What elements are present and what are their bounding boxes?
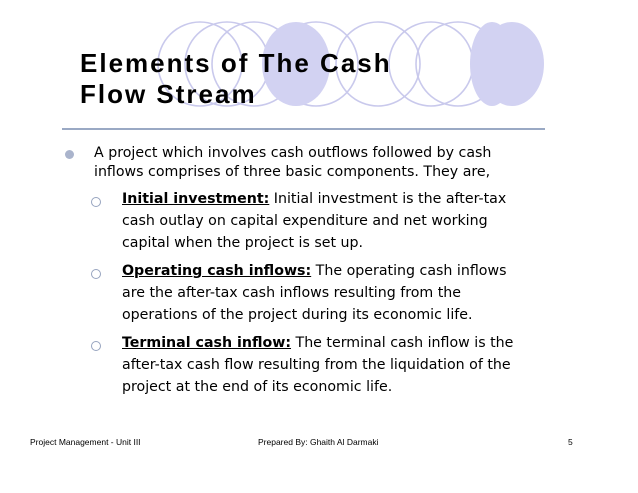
bullet-ring-icon: [91, 341, 101, 351]
term-operating-cash-inflows: Operating cash inflows:: [122, 263, 312, 279]
term-description: The operating cash inflows are the after-tax cash inflows resulting from the operations of the project during its economic life.: [122, 263, 507, 323]
deco-circle: [389, 22, 473, 106]
term-initial-investment: Initial investment:: [122, 191, 270, 207]
title-line-1: Elements of The Cash: [80, 48, 392, 78]
footer-author: Prepared By: Ghaith Al Darmaki: [258, 437, 379, 447]
title-line-2: Flow Stream: [80, 79, 257, 109]
bullet-dot-icon: [65, 150, 74, 159]
list-item-text: [122, 332, 527, 398]
term-description: The terminal cash inflow is the after-tax cash flow resulting from the liquidation of the project at the end of its economic life.: [122, 335, 514, 395]
term-terminal-cash-inflow: Terminal cash inflow:: [122, 335, 292, 351]
deco-filled-circle: [480, 22, 544, 106]
intro-text: A project which involves cash outflows followed by cash inflows comprises of three basic components. They are,: [94, 145, 492, 180]
list-item-text: [122, 188, 527, 254]
page-number: 5: [568, 437, 573, 447]
title-divider: [62, 128, 545, 130]
list-item-text: [122, 260, 527, 326]
bullet-ring-icon: [91, 197, 101, 207]
bullet-ring-icon: [91, 269, 101, 279]
term-description: Initial investment is the after-tax cash outlay on capital expenditure and net working capital when the project is set up.: [122, 191, 507, 251]
footer-course: Project Management - Unit III: [30, 437, 141, 447]
slide-title: [80, 48, 392, 110]
